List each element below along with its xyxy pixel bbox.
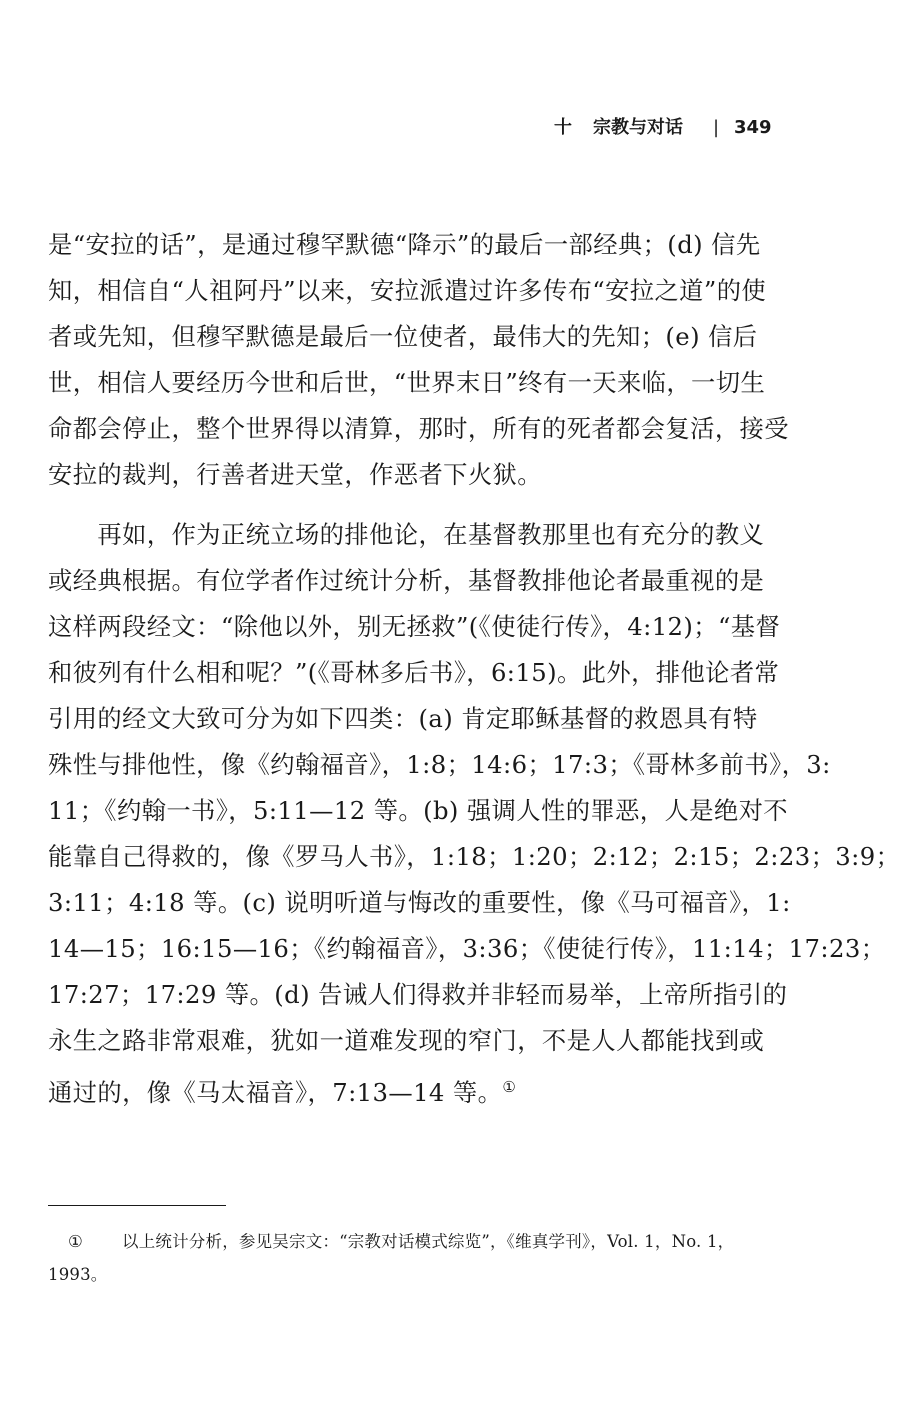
text-line: 11；《约翰一书》，5:11—12 等。(b) 强调人性的罪恶，人是绝对不 xyxy=(48,796,788,825)
text-line: 永生之路非常艰难，犹如一道难发现的窄门，不是人人都能找到或 xyxy=(48,1026,765,1055)
text-line: 或经典根据。有位学者作过统计分析，基督教排他论者最重视的是 xyxy=(48,566,765,595)
text-line: 是“安拉的话”，是通过穆罕默德“降示”的最后一部经典；(d) 信先 xyxy=(48,230,761,259)
text-line: 者或先知，但穆罕默德是最后一位使者，最伟大的先知；(e) 信后 xyxy=(48,322,758,351)
footnote-text: 以上统计分析，参见吴宗文：“宗教对话模式综览”，《维真学刊》，Vol. 1，No. 1， xyxy=(122,1232,735,1251)
header-separator: | xyxy=(713,117,720,138)
text-line: 这样两段经文：“除他以外，别无拯救”(《使徒行传》，4:12)；“基督 xyxy=(48,612,781,641)
text-line: 再如，作为正统立场的排他论，在基督教那里也有充分的教义 xyxy=(48,520,765,549)
paragraph-1 xyxy=(48,222,789,498)
text-line: 14—15；16:15—16；《约翰福音》，3:36；《使徒行传》，11:14；17:23； xyxy=(48,934,886,963)
page-number: 349 xyxy=(734,117,772,138)
chapter-title: 宗教与对话 xyxy=(593,117,683,138)
text-line: 安拉的裁判，行善者进天堂，作恶者下火狱。 xyxy=(48,460,542,489)
text-line: 命都会停止，整个世界得以清算，那时，所有的死者都会复活，接受 xyxy=(48,414,789,443)
paragraph-2 xyxy=(48,512,900,1110)
text-line xyxy=(48,1064,764,1110)
text-line: 知，相信自“人祖阿丹”以来，安拉派遣过许多传布“安拉之道”的使 xyxy=(48,276,767,305)
footnote-reference[interactable]: ① xyxy=(502,1078,517,1096)
chapter-number: 十 xyxy=(554,117,572,138)
text-line: 殊性与排他性，像《约翰福音》，1:8；14:6；17:3；《哥林多前书》，3: xyxy=(48,750,831,779)
footnote-marker: ① xyxy=(68,1232,83,1251)
text-line: 引用的经文大致可分为如下四类：(a) 肯定耶稣基督的救恩具有特 xyxy=(48,704,758,733)
footnote-rule xyxy=(48,1205,226,1206)
text-line: 世，相信人要经历今世和后世，“世界末日”终有一天来临，一切生 xyxy=(48,368,766,397)
text-line: 3:11；4:18 等。(c) 说明听道与悔改的重要性，像《马可福音》，1: xyxy=(48,888,791,917)
footnote xyxy=(48,1225,778,1291)
text-line-content: 通过的，像《马太福音》，7:13—14 等。 xyxy=(48,1078,503,1108)
footnote-line xyxy=(48,1225,778,1258)
text-line: 和彼列有什么相和呢？”(《哥林多后书》，6:15)。此外，排他论者常 xyxy=(48,658,780,687)
body-text xyxy=(48,222,900,1110)
footnote-line: 1993。 xyxy=(48,1265,108,1284)
text-line: 17:27；17:29 等。(d) 告诫人们得救并非轻而易举，上帝所指引的 xyxy=(48,980,788,1009)
text-line: 能靠自己得救的，像《罗马人书》，1:18；1:20；2:12；2:15；2:23；3:9； xyxy=(48,842,900,871)
